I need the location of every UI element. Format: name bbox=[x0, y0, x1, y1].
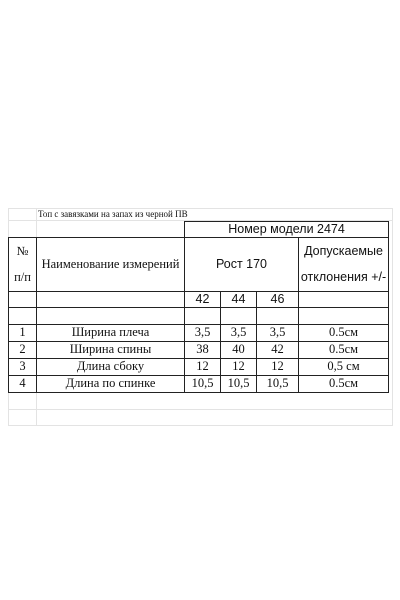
tolerance-cell[interactable]: 0.5см bbox=[299, 376, 389, 393]
value-cell[interactable]: 10,5 bbox=[257, 376, 299, 393]
size-cell[interactable]: 46 bbox=[257, 292, 299, 308]
value-cell[interactable]: 10,5 bbox=[185, 376, 221, 393]
measure-name[interactable]: Ширина спины bbox=[37, 342, 185, 359]
row-number[interactable]: 3 bbox=[9, 359, 37, 376]
value-cell[interactable]: 3,5 bbox=[257, 325, 299, 342]
grid-line bbox=[8, 425, 392, 426]
tolerance-cell[interactable]: 0.5см bbox=[299, 325, 389, 342]
value-cell[interactable]: 38 bbox=[185, 342, 221, 359]
tolerance-header-line2[interactable]: отклонения +/- bbox=[299, 266, 389, 292]
value-cell[interactable]: 3,5 bbox=[185, 325, 221, 342]
num-symbol-cell[interactable]: № bbox=[9, 238, 37, 266]
table-row bbox=[9, 325, 389, 342]
row-number[interactable]: 1 bbox=[9, 325, 37, 342]
value-cell[interactable]: 42 bbox=[257, 342, 299, 359]
height-header[interactable]: Рост 170 bbox=[185, 238, 299, 292]
size-cell[interactable]: 44 bbox=[221, 292, 257, 308]
row-number[interactable]: 4 bbox=[9, 376, 37, 393]
value-cell[interactable]: 12 bbox=[257, 359, 299, 376]
measure-name[interactable]: Длина сбоку bbox=[37, 359, 185, 376]
table-row bbox=[9, 359, 389, 376]
model-number[interactable]: Номер модели 2474 bbox=[185, 222, 389, 238]
empty-cell[interactable] bbox=[9, 292, 37, 308]
empty-cell[interactable] bbox=[299, 292, 389, 308]
measure-name[interactable]: Ширина плеча bbox=[37, 325, 185, 342]
value-cell[interactable]: 3,5 bbox=[221, 325, 257, 342]
tolerance-cell[interactable]: 0,5 см bbox=[299, 359, 389, 376]
blank-row bbox=[9, 308, 389, 325]
grid-line bbox=[392, 208, 393, 426]
row-number[interactable]: 2 bbox=[9, 342, 37, 359]
value-cell[interactable]: 12 bbox=[221, 359, 257, 376]
grid-line bbox=[8, 409, 392, 410]
empty-cell[interactable] bbox=[37, 292, 185, 308]
table-caption: Топ с завязками на запах из черной ПВ bbox=[38, 209, 188, 219]
value-cell[interactable]: 12 bbox=[185, 359, 221, 376]
table-row bbox=[9, 342, 389, 359]
sizes-row bbox=[9, 292, 389, 308]
model-row bbox=[9, 222, 389, 238]
measure-name[interactable]: Длина по спинке bbox=[37, 376, 185, 393]
num-suffix-cell[interactable]: п/п bbox=[9, 266, 37, 292]
size-cell[interactable]: 42 bbox=[185, 292, 221, 308]
table-row bbox=[9, 376, 389, 393]
tolerance-header-line1[interactable]: Допускаемые bbox=[299, 238, 389, 266]
measure-name-header[interactable]: Наименование измерений bbox=[37, 238, 185, 292]
measurement-table bbox=[8, 221, 389, 393]
value-cell[interactable]: 40 bbox=[221, 342, 257, 359]
header-row-top bbox=[9, 238, 389, 266]
tolerance-cell[interactable]: 0.5см bbox=[299, 342, 389, 359]
value-cell[interactable]: 10,5 bbox=[221, 376, 257, 393]
